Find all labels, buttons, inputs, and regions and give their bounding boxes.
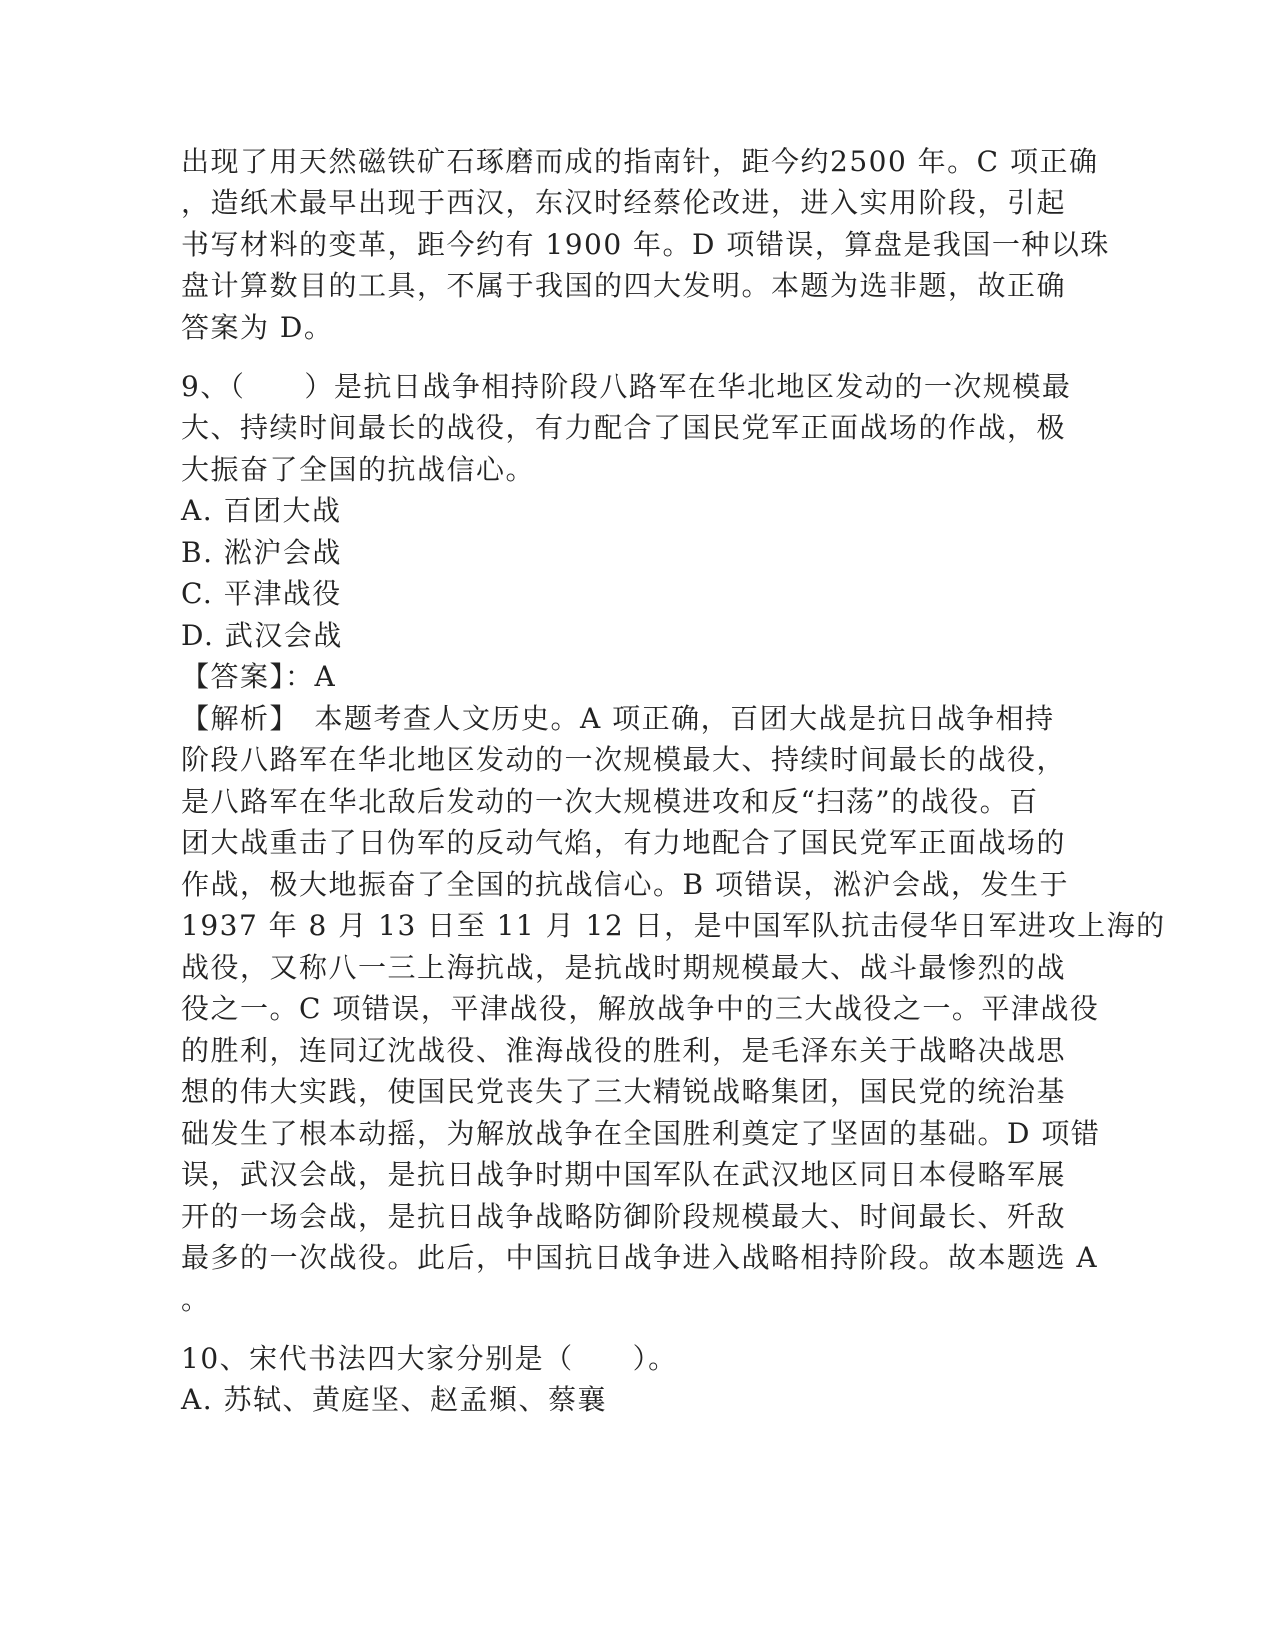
option-c: C. 平津战役	[181, 577, 342, 610]
explanation-line: 误，武汉会战，是抗日战争时期中国军队在武汉地区同日本侵略军展	[181, 1158, 1067, 1191]
text-line: 书写材料的变革，距今约有 1900 年。D 项错误，算盘是我国一种以珠	[181, 228, 1110, 261]
answer-line: 【答案】：A	[181, 660, 337, 693]
explanation-line: 【解析】 本题考查人文历史。A 项正确，百团大战是抗日战争相持	[181, 702, 1055, 735]
text-line: ，造纸术最早出现于西汉，东汉时经蔡伦改进，进入实用阶段，引起	[181, 186, 1067, 219]
explanation-line: 阶段八路军在华北地区发动的一次规模最大、持续时间最长的战役，	[181, 743, 1067, 776]
text-line: 盘计算数目的工具，不属于我国的四大发明。本题为选非题，故正确	[181, 269, 1067, 302]
option-a: A. 苏轼、黄庭坚、赵孟頫、蔡襄	[181, 1383, 608, 1416]
option-b: B. 淞沪会战	[181, 536, 342, 569]
explanation-line: 开的一场会战，是抗日战争战略防御阶段规模最大、时间最长、歼敌	[181, 1200, 1067, 1233]
explanation-line: 战役，又称八一三上海抗战，是抗战时期规模最大、战斗最惨烈的战	[181, 951, 1067, 984]
explanation-line: 团大战重击了日伪军的反动气焰，有力地配合了国民党军正面战场的	[181, 826, 1067, 859]
question-stem-line: 10、宋代书法四大家分别是（ ）。	[181, 1342, 678, 1375]
explanation-line: 想的伟大实践，使国民党丧失了三大精锐战略集团，国民党的统治基	[181, 1075, 1067, 1108]
option-a: A. 百团大战	[181, 494, 342, 527]
explanation-line: 役之一。C 项错误，平津战役，解放战争中的三大战役之一。平津战役	[181, 992, 1100, 1025]
explanation-line: 1937 年 8 月 13 日至 11 月 12 日，是中国军队抗击侵华日军进攻上海的	[181, 909, 1166, 942]
explanation-line: 作战，极大地振奋了全国的抗战信心。B 项错误，淞沪会战，发生于	[181, 868, 1069, 901]
question-stem-line: 大、持续时间最长的战役，有力配合了国民党军正面战场的作战，极	[181, 411, 1067, 444]
explanation-line: 最多的一次战役。此后，中国抗日战争进入战略相持阶段。故本题选 A	[181, 1241, 1099, 1274]
explanation-line: 的胜利，连同辽沈战役、淮海战役的胜利，是毛泽东关于战略决战思	[181, 1034, 1067, 1067]
question-stem-line: 9、（ ）是抗日战争相持阶段八路军在华北地区发动的一次规模最	[181, 370, 1072, 403]
question-stem-line: 大振奋了全国的抗战信心。	[181, 453, 536, 486]
explanation-line: 是八路军在华北敌后发动的一次大规模进攻和反“扫荡”的战役。百	[181, 785, 1039, 818]
text-line: 答案为 D。	[181, 311, 334, 344]
explanation-line: 。	[181, 1283, 211, 1316]
text-line: 出现了用天然磁铁矿石琢磨而成的指南针，距今约2500 年。C 项正确	[181, 145, 1099, 178]
explanation-line: 础发生了根本动摇，为解放战争在全国胜利奠定了坚固的基础。D 项错	[181, 1117, 1101, 1150]
option-d: D. 武汉会战	[181, 619, 343, 652]
